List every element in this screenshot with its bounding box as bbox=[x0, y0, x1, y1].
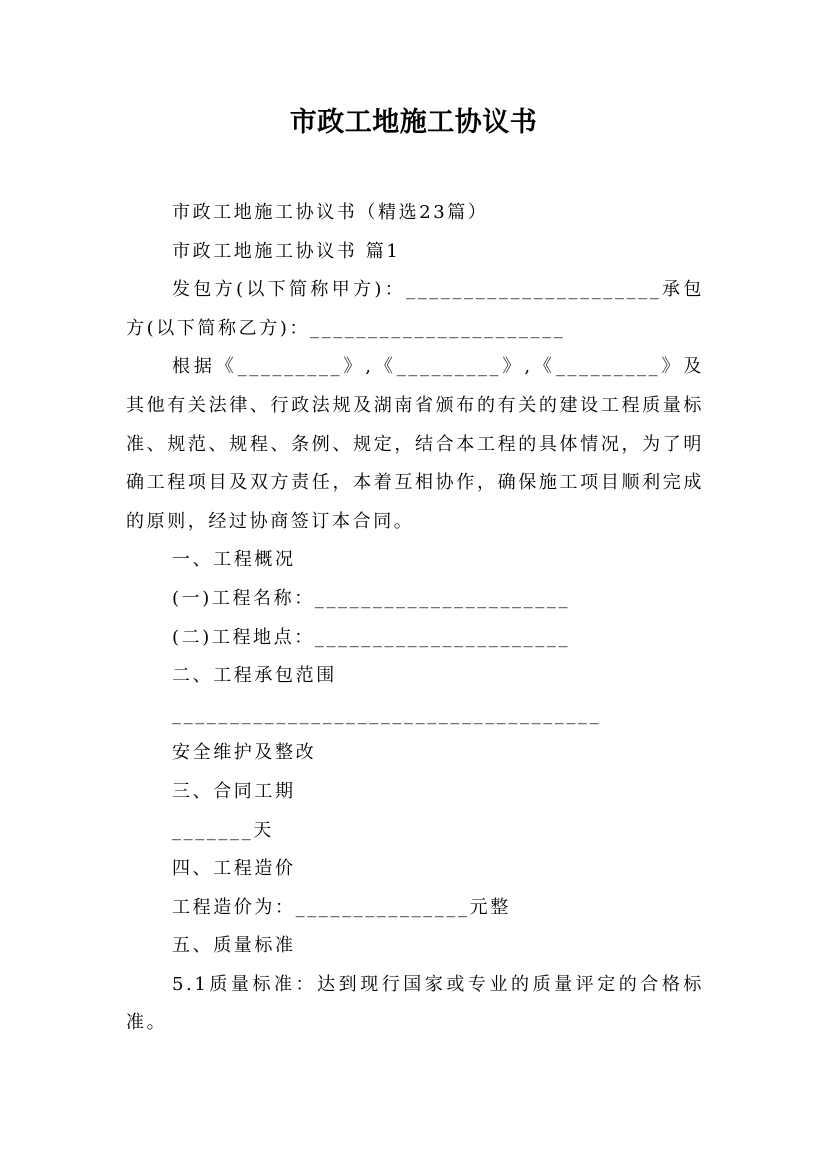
field-project-location: (二)工程地点：______________________ bbox=[172, 626, 571, 648]
heading-contract-period: 三、合同工期 bbox=[172, 780, 296, 802]
paragraph-section-heading: 市政工地施工协议书 篇1 bbox=[172, 240, 401, 262]
heading-contract-scope: 二、工程承包范围 bbox=[172, 665, 337, 687]
field-scope-blank: _____________________________________ bbox=[172, 703, 602, 725]
document-title: 市政工地施工协议书 bbox=[289, 107, 538, 138]
heading-quality-standard: 五、质量标准 bbox=[172, 935, 296, 957]
heading-project-cost: 四、工程造价 bbox=[172, 858, 296, 880]
paragraph-parties: 发包方(以下简称甲方)：______________________承包方(以下简称乙方)：______________________ bbox=[126, 279, 704, 339]
heading-project-overview: 一、工程概况 bbox=[172, 549, 296, 571]
paragraph-subtitle: 市政工地施工协议书（精选23篇） bbox=[172, 202, 489, 223]
field-project-name: (一)工程名称：______________________ bbox=[172, 587, 571, 609]
field-period-days: _______天 bbox=[172, 819, 274, 841]
paragraph-basis: 根据《_________》,《_________》,《_________》及其他有关法律、行政法规及湖南省颁布的有关的建设工程质量标准、规范、规程、条例、规定，结合本工程的具体情况，为了明确工程项目及双方责任，本着互相协作，确保施工项目顺利完成的原则，经过协商签订本合同。 bbox=[126, 356, 704, 532]
paragraph-safety: 安全维护及整改 bbox=[172, 742, 317, 764]
field-project-cost: 工程造价为：_______________元整 bbox=[172, 896, 511, 918]
document-body bbox=[126, 194, 704, 1043]
paragraph-quality-standard: 5.1质量标准：达到现行国家或专业的质量评定的合格标准。 bbox=[126, 973, 704, 1034]
